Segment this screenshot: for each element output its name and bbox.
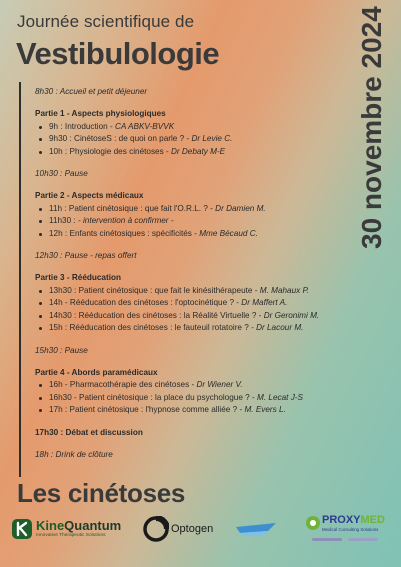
part2-item: 11h : Patient cinétosique : que fait l'O.R.L. ? - Dr Damien M. [35,203,345,215]
proxymed-name: PROXYMED [322,514,385,526]
optogen-logo-icon [143,516,169,542]
part3-item: 14h - Rééducation des cinétoses : l'optocinétique ? - Dr Maffert A. [35,297,345,309]
part1-title: Partie 1 - Aspects physiologiques [35,109,166,119]
part3-title: Partie 3 - Rééducation [35,273,121,283]
part4-item: 16h - Pharmacothérapie des cinétoses - Dr Wiener V. [35,379,345,391]
part4-title: Partie 4 - Abords paramédicaux [35,367,158,377]
kinequantum-tagline: Innovative Therapeutic Solutions [36,533,106,538]
proxymed-tagline: Medical Consulting Solutions [322,527,379,532]
part2-item: 11h30 : - intervention à confirmer - [35,215,345,227]
event-date: 30 novembre 2024 [356,6,387,249]
part3-item: 15h : Rééducation des cinétoses : le fauteuil rotatoire ? - Dr Lacour M. [35,322,345,334]
poster-title-line2: Vestibulologie [16,36,220,71]
part2-title: Partie 2 - Aspects médicaux [35,191,144,201]
welcome-slot: 8h30 : Accueil et petit déjeuner [35,87,148,96]
part1-item: 9h30 : CinétoseS : de quoi on parle ? - Dr Levie C. [35,133,345,145]
part4-item: 17h : Patient cinétosique : l'hypnose comme alliée ? - M. Evers L. [35,404,345,416]
closing-slot: 18h : Drink de clôture [35,449,113,459]
footer-title: Les cinétoses [17,478,186,508]
part3-item: 14h30 : Rééducation des cinétoses : la Réalité Virtuelle ? - Dr Geronimi M. [35,310,345,322]
optogen-name: Optogen [171,523,214,535]
pause-slot: 15h30 : Pause [35,345,88,355]
schedule [35,86,345,461]
frenzel-logo-icon [234,521,278,537]
debate-slot: 17h30 : Débat et discussion [35,427,143,437]
part3-item: 13h30 : Patient cinétosique : que fait le kinésithérapeute - M. Mahaux P. [35,285,345,297]
timeline-line [19,82,21,477]
part4-item: 16h30 - Patient cinétosique : la place du psychologue ? - M. Lecat J-S [35,392,345,404]
sponsor-logos [0,510,401,567]
poster-title-line1: Journée scientifique de [17,12,195,31]
part2-item: 12h : Enfants cinétosiques : spécificités - Mme Bécaud C. [35,228,345,240]
kinequantum-logo-icon [11,518,33,540]
lunch-slot: 12h30 : Pause - repas offert [35,251,137,261]
part1-item: 10h : Physiologie des cinétoses - Dr Debaty M-E [35,146,345,158]
proxymed-logo-icon [305,515,321,531]
pause-slot: 10h30 : Pause [35,169,88,179]
kinequantum-name: KineQuantum [36,518,122,533]
proxymed-partner-marks-icon [312,537,382,543]
part1-item: 9h : Introduction - CA ABKV-BVVK [35,121,345,133]
